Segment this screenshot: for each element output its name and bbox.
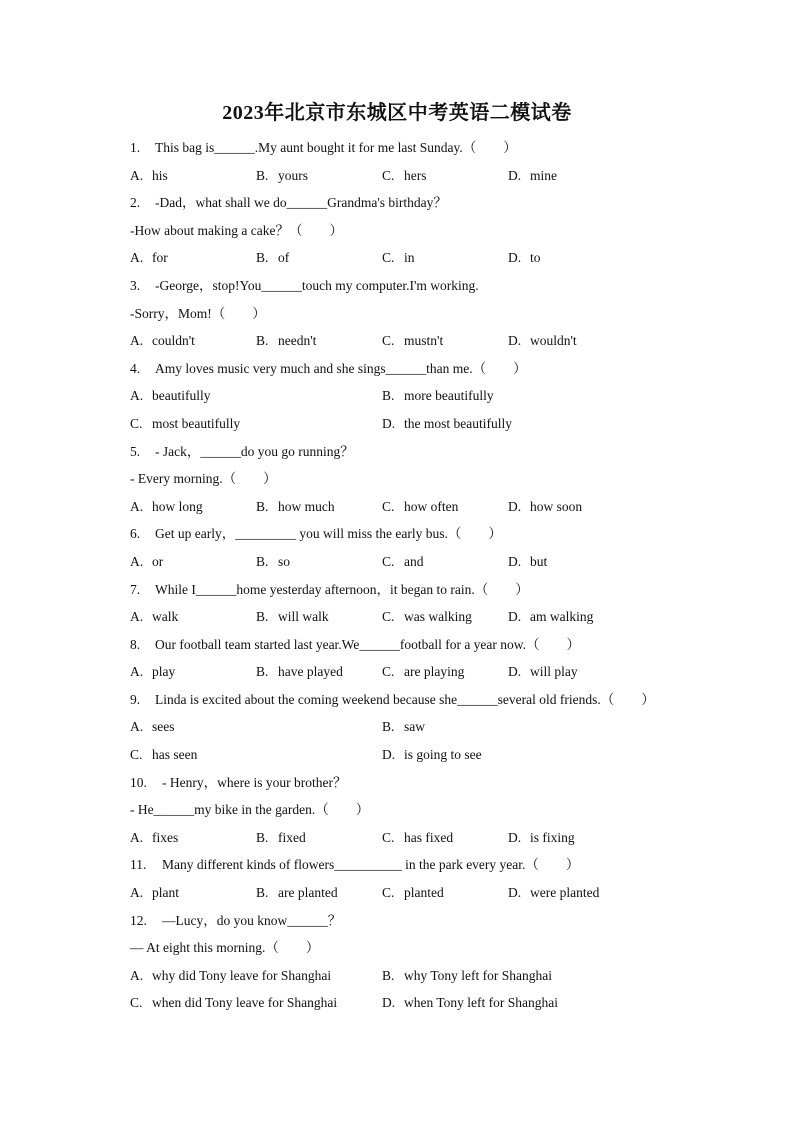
question-text: This bag is______.My aunt bought it for me last Sunday.（ ） [155,140,517,155]
option-letter: C. [382,829,395,845]
option-text: hers [404,167,427,183]
option-text: fixed [278,829,306,845]
option-letter: C. [382,664,395,680]
question-text: - Henry，where is your brother？ [162,774,347,790]
answer-option[interactable] [130,603,178,631]
options-row [130,989,690,1017]
option-text: will play [530,664,578,680]
option-letter: C. [382,885,395,901]
answer-option[interactable] [130,989,337,1017]
option-text: and [404,553,424,569]
option-text: beautifully [152,388,211,404]
question-number: 6. [130,526,141,542]
question-dialogue-line: -How about making a cake？（ ） [130,222,343,238]
answer-option[interactable] [256,493,335,521]
option-letter: B. [256,609,269,625]
answer-option[interactable] [382,603,472,631]
question-number: 5. [130,443,141,459]
option-text: in [404,250,415,266]
option-text: of [278,250,290,266]
options-row [130,962,690,990]
answer-option[interactable] [130,824,178,852]
options-row [130,244,690,272]
option-text: most beautifully [152,415,241,431]
question-number: 1. [130,140,141,155]
question-number: 2. [130,195,141,211]
option-text: when did Tony leave for Shanghai [152,995,338,1011]
question-list [130,134,690,1017]
options-row [130,741,690,769]
option-letter: B. [256,664,269,680]
option-text: have played [278,664,343,680]
answer-option[interactable] [130,962,331,990]
options-row [130,493,690,521]
options-row [130,658,690,686]
options-row [130,824,690,852]
answer-option[interactable] [256,603,329,631]
answer-option[interactable] [256,548,290,576]
option-text: how often [404,498,459,514]
question-stem [130,769,690,797]
question-text: Get up early，_________ you will miss the early bus.（ ） [155,526,502,542]
question-text: —Lucy，do you know______？ [162,912,342,928]
question-stem [130,134,690,162]
answer-option[interactable] [382,713,425,741]
option-text: are planted [278,885,338,901]
option-text: or [152,553,164,569]
answer-option[interactable] [508,493,582,521]
question-stem [130,631,690,659]
answer-option[interactable] [508,327,577,355]
answer-option[interactable] [256,658,343,686]
answer-option[interactable] [130,162,168,190]
option-text: when Tony left for Shanghai [404,995,559,1011]
option-text: play [152,664,176,680]
option-letter: B. [382,967,395,983]
answer-option[interactable] [256,244,289,272]
option-text: how long [152,498,203,514]
answer-option[interactable] [382,658,464,686]
option-text: sees [152,719,175,735]
option-letter: B. [256,250,269,266]
option-letter: D. [508,167,522,183]
option-text: needn't [278,333,317,349]
page-title: 2023年北京市东城区中考英语二模试卷 [222,102,572,124]
question-dialogue-line: -Sorry，Mom!（ ） [130,305,266,321]
answer-option[interactable] [508,244,541,272]
option-letter: C. [382,333,395,349]
option-text: were planted [530,885,600,901]
option-text: couldn't [152,333,195,349]
question-text: Many different kinds of flowers__________ in the park every year.（ ） [162,857,580,873]
answer-option[interactable] [382,879,444,907]
answer-option[interactable] [508,548,547,576]
answer-option[interactable] [130,548,163,576]
answer-option[interactable] [130,410,240,438]
option-text: mine [530,167,557,183]
option-letter: C. [382,250,395,266]
answer-option[interactable] [508,658,578,686]
question-dialogue-line: - Every morning.（ ） [130,471,277,487]
option-letter: A. [130,719,144,735]
option-text: why Tony left for Shanghai [404,967,553,983]
answer-option[interactable] [130,327,195,355]
answer-option[interactable] [256,162,308,190]
answer-option[interactable] [256,327,316,355]
answer-option[interactable] [130,493,203,521]
question-dialogue-line: — At eight this morning.（ ） [130,940,320,956]
answer-option[interactable] [382,989,558,1017]
question-dialogue-line: - He______my bike in the garden.（ ） [130,802,370,818]
option-letter: A. [130,553,144,569]
option-text: plant [152,885,179,901]
question-stem [130,686,690,714]
option-letter: B. [382,719,395,735]
question-text: Amy loves music very much and she sings______than me.（ ） [155,360,527,376]
options-row [130,603,690,631]
answer-option[interactable] [382,327,443,355]
option-letter: B. [382,388,395,404]
question-text: -Dad，what shall we do______Grandma's birthday？ [155,195,447,211]
answer-option[interactable] [508,603,593,631]
option-letter: D. [508,333,522,349]
option-letter: D. [508,498,522,514]
answer-option[interactable] [382,244,415,272]
option-letter: D. [508,829,522,845]
question-stem [130,272,690,300]
option-letter: C. [130,415,143,431]
option-letter: B. [256,829,269,845]
option-text: saw [404,719,425,735]
option-text: am walking [530,609,594,625]
question-stem [130,520,690,548]
options-row [130,162,690,190]
option-text: how much [278,498,335,514]
option-letter: D. [382,747,396,763]
answer-option[interactable] [508,824,575,852]
option-letter: A. [130,333,144,349]
option-text: are playing [404,664,465,680]
question-stem [130,438,690,466]
options-row [130,382,690,410]
question-text: Our football team started last year.We______football for a year now.（ ） [155,636,581,652]
option-text: is going to see [404,747,482,763]
answer-option[interactable] [508,879,599,907]
option-letter: A. [130,388,144,404]
answer-option[interactable] [382,548,424,576]
answer-option[interactable] [382,382,494,410]
answer-option[interactable] [256,879,338,907]
option-letter: B. [256,885,269,901]
question-number: 12. [130,912,147,928]
answer-option[interactable] [508,162,557,190]
answer-option[interactable] [130,713,175,741]
option-letter: C. [382,609,395,625]
option-letter: C. [130,747,143,763]
option-letter: D. [508,885,522,901]
question-number: 11. [130,857,147,873]
option-letter: D. [508,609,522,625]
answer-option[interactable] [130,879,179,907]
question-number: 9. [130,691,141,707]
option-letter: A. [130,829,144,845]
option-letter: D. [508,250,522,266]
question-number: 7. [130,581,141,597]
question-stem [130,355,690,383]
question-number: 4. [130,360,141,376]
option-letter: B. [256,553,269,569]
option-text: will walk [278,609,329,625]
option-letter: B. [256,498,269,514]
option-text: wouldn't [530,333,577,349]
options-row [130,879,690,907]
answer-option[interactable] [382,410,512,438]
option-text: walk [152,609,179,625]
answer-option[interactable] [256,824,306,852]
answer-option[interactable] [382,824,453,852]
question-text: -George，stop!You______touch my computer.I'm working. [155,277,479,293]
option-letter: C. [130,995,143,1011]
answer-option[interactable] [382,162,427,190]
option-text: yours [278,167,308,183]
option-text: but [530,553,548,569]
answer-option[interactable] [130,658,175,686]
option-letter: B. [256,333,269,349]
question-stem [130,851,690,879]
option-letter: C. [382,167,395,183]
option-text: was walking [404,609,472,625]
answer-option[interactable] [130,244,168,272]
option-text: why did Tony leave for Shanghai [152,967,332,983]
option-letter: C. [382,498,395,514]
answer-option[interactable] [382,962,552,990]
option-text: for [152,250,168,266]
option-letter: A. [130,498,144,514]
option-letter: A. [130,250,144,266]
option-letter: A. [130,967,144,983]
option-text: how soon [530,498,583,514]
question-number: 3. [130,277,141,293]
options-row [130,327,690,355]
question-stem [130,189,690,217]
option-text: the most beautifully [404,415,512,431]
option-letter: B. [256,167,269,183]
option-text: planted [404,885,444,901]
options-row [130,548,690,576]
option-text: has fixed [404,829,454,845]
question-stem [130,907,690,935]
option-letter: A. [130,664,144,680]
option-text: mustn't [404,333,444,349]
option-text: more beautifully [404,388,494,404]
option-letter: D. [382,415,396,431]
option-text: his [152,167,168,183]
option-text: has seen [152,747,198,763]
question-text: - Jack，______do you go running？ [155,443,354,459]
option-letter: A. [130,885,144,901]
option-letter: A. [130,609,144,625]
answer-option[interactable] [130,382,210,410]
option-text: is fixing [530,829,575,845]
option-text: to [530,250,541,266]
option-letter: C. [382,553,395,569]
option-letter: D. [382,995,396,1011]
option-letter: A. [130,167,144,183]
option-text: so [278,553,291,569]
option-letter: D. [508,553,522,569]
question-stem [130,576,690,604]
option-letter: D. [508,664,522,680]
question-text: While I______home yesterday afternoon，it began to rain.（ ） [155,581,529,597]
question-number: 8. [130,636,141,652]
options-row [130,713,690,741]
answer-option[interactable] [130,741,197,769]
options-row [130,410,690,438]
question-number: 10. [130,774,147,790]
option-text: fixes [152,829,179,845]
question-text: Linda is excited about the coming weekend because she______several old friends.（ ） [155,691,655,707]
answer-option[interactable] [382,741,482,769]
answer-option[interactable] [382,493,458,521]
